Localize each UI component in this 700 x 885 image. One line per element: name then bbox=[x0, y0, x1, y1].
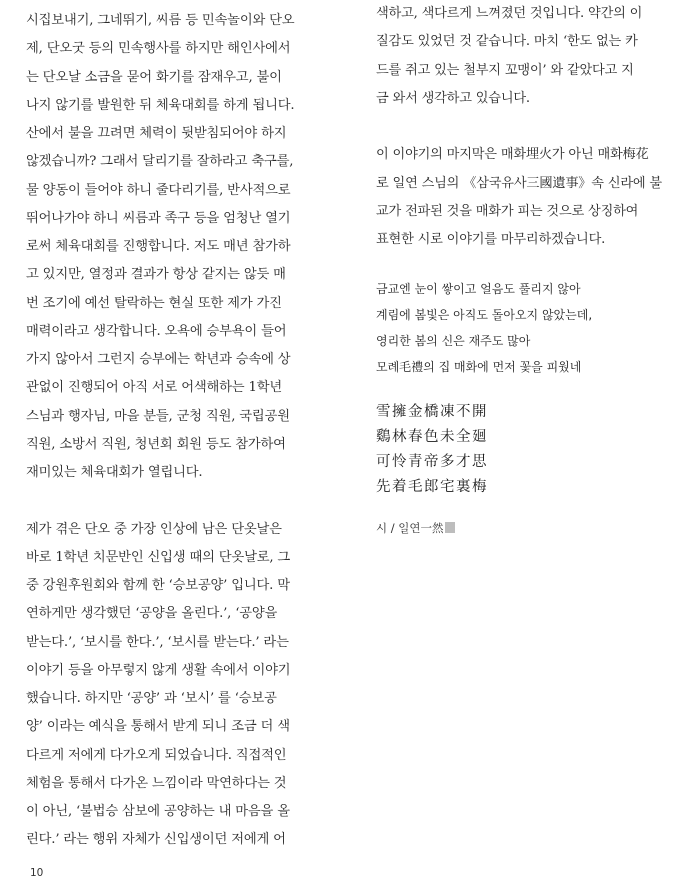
text-line: 번 조기에 예선 탈락하는 현실 또한 제가 가진 bbox=[26, 295, 282, 311]
text-line: 뛰어나가야 하니 씨름과 족구 등을 엄청난 열기 bbox=[26, 210, 291, 226]
text-line: 린다.’ 라는 행위 자체가 신입생이던 저에게 어 bbox=[26, 832, 286, 848]
text-line: 물 양동이 들어야 하니 줄다리기를, 반사적으로 bbox=[26, 182, 291, 198]
text-line: 체험을 통해서 다가온 느낌이라 막연하다는 것 bbox=[26, 775, 287, 791]
text-line: 중 강원후원회와 함께 한 ‘승보공양’ 입니다. 막 bbox=[26, 578, 290, 593]
poem-korean bbox=[376, 276, 676, 380]
hanja-poem-line: 雪擁金橋凍不開 bbox=[376, 404, 488, 421]
right-paragraph-1 bbox=[376, 0, 676, 113]
text-line: 받는다.’, ‘보시를 한다.’, ‘보시를 받는다.’ 라는 bbox=[26, 634, 289, 650]
poem-hanja bbox=[376, 400, 676, 500]
text-line: 바로 1학년 치문반인 신입생 때의 단옷날로, 그 bbox=[26, 549, 291, 565]
text-line: 관없이 진행되어 아직 서로 어색해하는 1학년 bbox=[26, 380, 282, 396]
text-line: 교가 전파된 것을 매화가 피는 것으로 상징하여 bbox=[376, 203, 639, 219]
text-line: 직원, 소방서 직원, 청년회 회원 등도 참가하여 bbox=[26, 436, 286, 452]
page-number: 10 bbox=[30, 867, 44, 879]
text-line: 로써 체육대회를 진행합니다. 저도 매년 참가하 bbox=[26, 239, 291, 254]
text-line: 이야기 등을 아무렇지 않게 생활 속에서 이야기 bbox=[26, 662, 291, 678]
text-line: 드를 쥐고 있는 철부지 꼬맹이’ 와 같았다고 지 bbox=[376, 62, 634, 78]
text-line: 양’ 이라는 예식을 통해서 받게 되니 조금 더 색 bbox=[26, 719, 290, 735]
text-line: 표현한 시로 이야기를 마무리하겠습니다. bbox=[376, 232, 606, 247]
text-line: 재미있는 체육대회가 열립니다. bbox=[26, 465, 203, 480]
left-paragraph-2 bbox=[26, 516, 328, 855]
poem-credit bbox=[376, 520, 676, 536]
text-line: 매력이라고 생각합니다. 오욕에 승부욕이 들어 bbox=[26, 323, 287, 339]
left-column bbox=[26, 0, 328, 855]
hanja-poem-line: 鷄林春色未全廻 bbox=[376, 429, 488, 446]
text-line: 시집보내기, 그네뛰기, 씨름 등 민속놀이와 단오 bbox=[26, 13, 295, 28]
text-line: 않겠습니까? 그래서 달리기를 잘하라고 축구를, bbox=[26, 154, 294, 170]
hanja-poem-line: 先着毛郎宅裏梅 bbox=[376, 479, 488, 496]
text-line: 스님과 행자님, 마을 분들, 군청 직원, 국립공원 bbox=[26, 408, 290, 424]
credit-text: 시 / 일연一然 bbox=[376, 521, 444, 536]
text-line: 이 이야기의 마지막은 매화埋火가 아닌 매화梅花 bbox=[376, 147, 649, 163]
text-line: 로 일연 스님의 《삼국유사三國遺事》속 신라에 불 bbox=[376, 175, 662, 191]
text-line: 했습니다. 하지만 ‘공양’ 과 ‘보시’ 를 ‘승보공 bbox=[26, 691, 277, 706]
poem-line: 모례毛禮의 집 매화에 먼저 꽃을 피웠네 bbox=[376, 360, 582, 375]
text-line: 제가 겪은 단오 중 가장 인상에 남은 단옷날은 bbox=[26, 521, 282, 537]
text-line: 이 아닌, ‘불법승 삼보에 공양하는 내 마음을 올 bbox=[26, 804, 290, 819]
right-column bbox=[376, 0, 676, 536]
poem-line: 금교엔 눈이 쌓이고 얼음도 풀리지 않아 bbox=[376, 282, 581, 297]
text-line: 색하고, 색다르게 느껴졌던 것입니다. 약간의 이 bbox=[376, 6, 643, 21]
text-line: 나지 않기를 발원한 뒤 체육대회를 하게 됩니다. bbox=[26, 97, 295, 113]
text-line: 는 단오날 소금을 묻어 화기를 잠재우고, 불이 bbox=[26, 69, 282, 85]
hanja-poem-line: 可怜青帝多才思 bbox=[376, 454, 488, 471]
left-paragraph-1 bbox=[26, 7, 328, 487]
text-line: 금 와서 생각하고 있습니다. bbox=[376, 90, 530, 106]
text-line: 연하게만 생각했던 ‘공양을 올린다.’, ‘공양을 bbox=[26, 606, 278, 622]
text-line: 제, 단오굿 등의 민속행사를 하지만 해인사에서 bbox=[26, 41, 291, 57]
text-line: 고 있지만, 열정과 결과가 항상 같지는 않듯 매 bbox=[26, 267, 286, 283]
text-line: 다르게 저에게 다가오게 되었습니다. 직접적인 bbox=[26, 747, 287, 763]
credit-seal-mark bbox=[445, 522, 455, 533]
poem-line: 영리한 봄의 신은 재주도 많아 bbox=[376, 334, 531, 349]
text-line: 질감도 있었던 것 같습니다. 마치 ‘한도 없는 카 bbox=[376, 34, 638, 50]
right-paragraph-2 bbox=[376, 141, 676, 254]
text-line: 가지 않아서 그런지 승부에는 학년과 승속에 상 bbox=[26, 352, 291, 367]
poem-line: 계림에 봄빛은 아직도 돌아오지 않았는데, bbox=[376, 308, 593, 323]
text-line: 산에서 불을 끄려면 체력이 뒷받침되어야 하지 bbox=[26, 126, 287, 141]
